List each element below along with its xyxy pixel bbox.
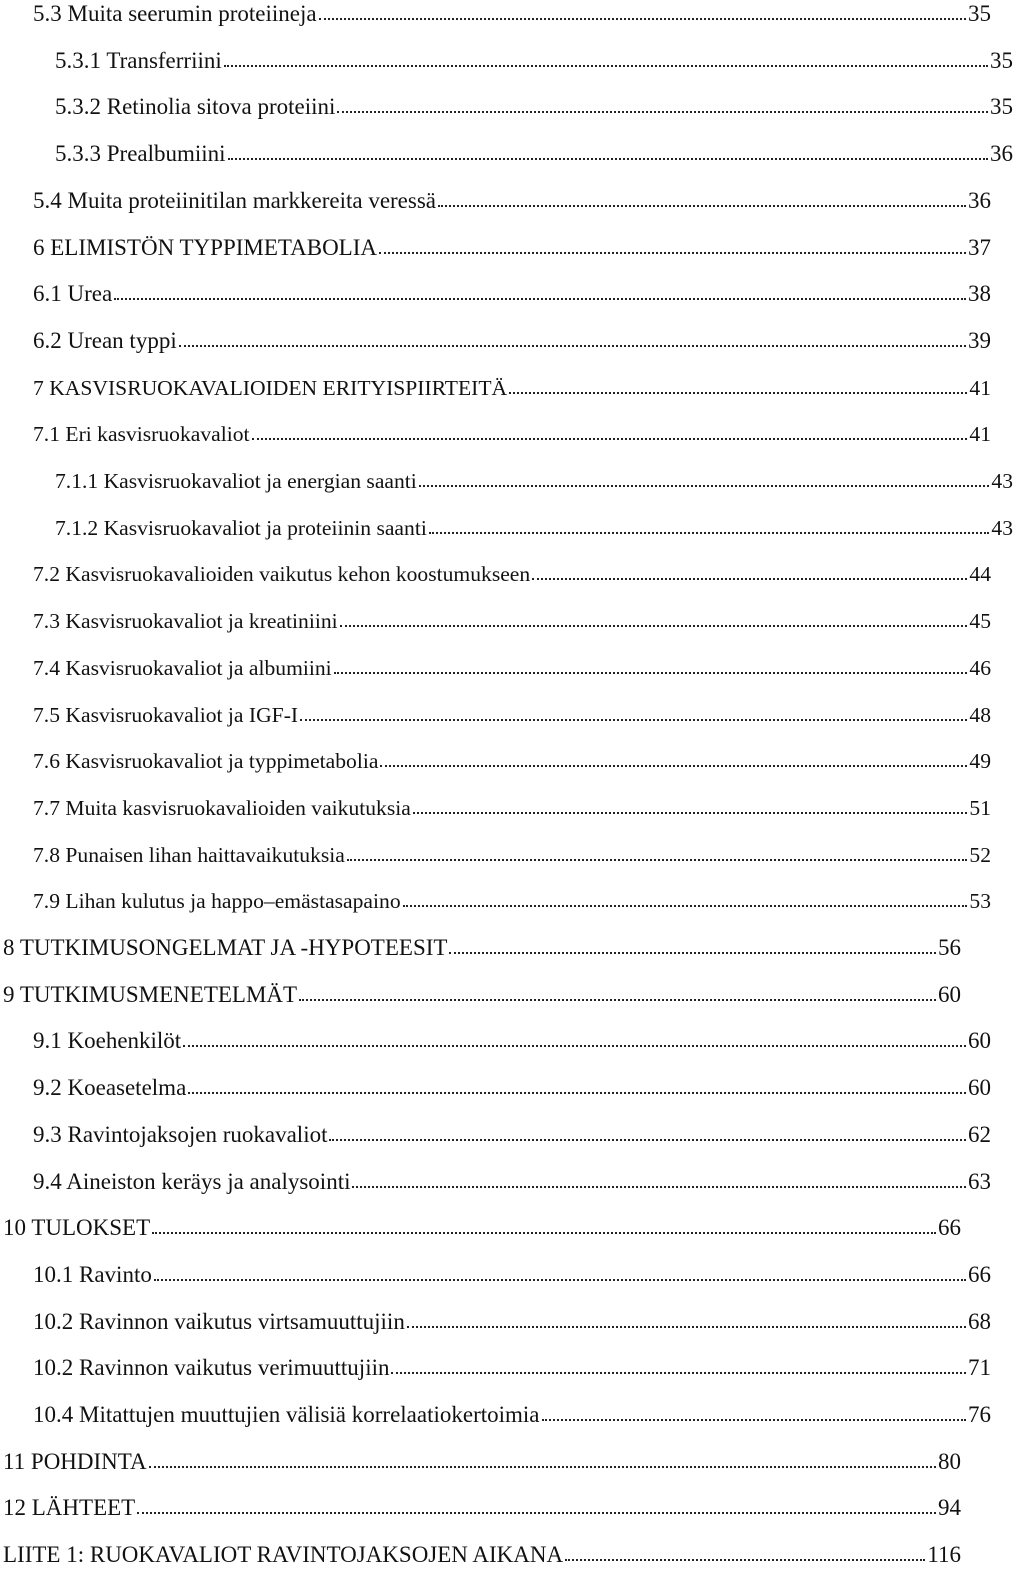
toc-entry-title: 6.2 Urean typpi [33,327,177,353]
toc-entry[interactable] [0,554,991,594]
toc-entry-page-number: 36 [968,187,991,213]
toc-entry-title: 7.1.2 Kasvisruokavaliot ja proteiinin saanti [55,515,427,540]
toc-entry-title: 5.3.3 Prealbumiini [55,141,226,167]
toc-entry[interactable] [0,1255,991,1295]
toc-entry[interactable] [0,0,991,34]
toc-entry-title: 9.2 Koeasetelma [33,1075,187,1101]
toc-dot-leader [224,64,988,67]
toc-entry-page-number: 35 [968,1,991,26]
toc-entry[interactable] [0,1535,961,1575]
toc-entry-title: 5.3.1 Transferriini [55,47,222,73]
toc-entry-page-number: 68 [968,1308,991,1334]
toc-entry-page-number: 45 [969,609,991,634]
toc-entry-page-number: 43 [991,469,1013,493]
toc-entry-title: 9.3 Ravintojaksojen ruokavaliot [33,1121,328,1147]
toc-dot-leader [509,391,967,394]
toc-entry[interactable] [0,1442,961,1482]
toc-entry[interactable] [0,134,1013,174]
toc-dot-leader [532,577,967,580]
toc-entry-page-number: 94 [938,1495,961,1521]
toc-entry[interactable] [0,741,991,781]
toc-entry[interactable] [0,181,991,221]
toc-entry-page-number: 66 [938,1215,961,1241]
toc-entry-title: 7.7 Muita kasvisruokavalioiden vaikutuksia [33,795,411,820]
toc-entry-page-number: 52 [969,842,991,867]
toc-entry-page-number: 62 [968,1121,991,1147]
toc-entry-page-number: 60 [968,1075,991,1101]
toc-dot-leader [391,1371,966,1374]
toc-entry-title: 7.6 Kasvisruokavaliot ja typpimetabolia [33,749,379,774]
toc-entry-title: 7.2 Kasvisruokavalioiden vaikutus kehon koostumukseen [33,562,531,587]
toc-entry[interactable] [0,228,991,268]
toc-entry-title: 10.2 Ravinnon vaikutus verimuuttujiin [33,1355,390,1381]
toc-entry[interactable] [0,695,991,735]
toc-entry[interactable] [0,508,1013,548]
toc-entry[interactable] [0,1348,991,1388]
toc-entry-title: 9 TUTKIMUSMENETELMÄT [3,981,298,1007]
toc-entry-page-number: 44 [969,562,991,587]
toc-entry-title: 10.2 Ravinnon vaikutus virtsamuuttujiin [33,1308,405,1334]
toc-entry-title: 10.4 Mitattujen muuttujien välisiä korrelaatiokertoimia [33,1402,540,1427]
toc-entry-page-number: 41 [969,375,991,400]
toc-entry[interactable] [0,1115,991,1155]
toc-entry-title: 9.4 Aineiston keräys ja analysointi [33,1168,351,1194]
toc-entry-page-number: 49 [969,749,991,774]
toc-entry-page-number: 39 [968,327,991,353]
toc-entry[interactable] [0,881,991,921]
toc-entry-page-number: 71 [968,1355,991,1381]
toc-dot-leader [565,1558,925,1561]
toc-entry-page-number: 116 [927,1542,961,1568]
toc-entry[interactable] [0,368,991,408]
toc-entry-page-number: 51 [969,795,991,820]
toc-dot-leader [299,998,936,1001]
toc-entry-title: 8 TUTKIMUSONGELMAT JA -HYPOTEESIT [3,935,448,960]
toc-dot-leader [542,1418,966,1421]
toc-entry-page-number: 35 [990,94,1013,120]
toc-dot-leader [413,811,968,814]
toc-entry-title: 7.8 Punaisen lihan haittavaikutuksia [33,842,345,867]
toc-entry-page-number: 80 [938,1448,961,1474]
toc-entry-page-number: 36 [990,141,1013,167]
toc-entry[interactable] [0,321,991,361]
toc-entry-page-number: 37 [968,234,991,260]
toc-entry[interactable] [0,648,991,688]
toc-entry[interactable] [0,1068,991,1108]
toc-entry[interactable] [0,1162,991,1202]
toc-entry[interactable] [0,1488,961,1528]
toc-dot-leader [379,251,966,254]
toc-entry-page-number: 60 [938,981,961,1007]
toc-entry-title: 10 TULOKSET [3,1215,151,1241]
toc-entry[interactable] [0,87,1013,127]
toc-entry-title: 9.1 Koehenkilöt [33,1028,182,1054]
toc-entry[interactable] [0,835,991,875]
toc-dot-leader [137,1511,936,1514]
toc-entry[interactable] [0,975,961,1015]
toc-entry-page-number: 56 [938,935,961,960]
toc-entry[interactable] [0,1302,991,1342]
toc-entry-title: 7.1.1 Kasvisruokavaliot ja energian saanti [55,469,417,493]
toc-entry-title: 11 POHDINTA [3,1448,147,1474]
toc-entry-page-number: 53 [969,889,991,914]
toc-dot-leader [347,858,968,861]
toc-entry-page-number: 60 [968,1028,991,1054]
toc-entry-title: 12 LÄHTEET [3,1495,136,1521]
toc-dot-leader [337,110,988,113]
toc-dot-leader [188,1091,966,1094]
toc-entry-title: 5.4 Muita proteiinitilan markkereita veressä [33,187,437,213]
toc-dot-leader [449,951,936,954]
toc-dot-leader [429,531,990,534]
toc-entry-page-number: 35 [990,47,1013,73]
toc-dot-leader [114,297,966,300]
toc-entry[interactable] [0,461,1013,501]
toc-dot-leader [329,1138,966,1141]
toc-entry-title: 7 KASVISRUOKAVALIOIDEN ERITYISPIIRTEITÄ [33,375,508,400]
toc-entry-page-number: 46 [969,655,991,680]
toc-dot-leader [252,437,968,440]
toc-entry-page-number: 66 [968,1261,991,1287]
toc-entry[interactable] [0,274,991,314]
toc-entry-title: 5.3.2 Retinolia sitova proteiini [55,94,336,120]
toc-entry-page-number: 48 [969,702,991,727]
toc-dot-leader [319,17,966,20]
toc-entry-title: 10.1 Ravinto [33,1261,152,1287]
toc-dot-leader [340,624,968,627]
toc-dot-leader [352,1185,966,1188]
toc-entry-page-number: 76 [968,1402,991,1427]
toc-dot-leader [154,1278,966,1281]
toc-entry-title: 7.3 Kasvisruokavaliot ja kreatiniini [33,609,338,634]
toc-entry-title: 6 ELIMISTÖN TYPPIMETABOLIA [33,234,378,260]
toc-entry[interactable] [0,928,961,968]
toc-entry[interactable] [0,1395,991,1435]
toc-entry[interactable] [0,788,991,828]
toc-dot-leader [179,344,966,347]
toc-dot-leader [334,671,968,674]
toc-dot-leader [407,1325,966,1328]
toc-entry-page-number: 63 [968,1168,991,1194]
toc-dot-leader [403,904,968,907]
toc-entry-page-number: 41 [969,422,991,447]
toc-dot-leader [380,764,967,767]
toc-dot-leader [228,157,988,160]
toc-entry-title: 7.5 Kasvisruokavaliot ja IGF-I [33,702,299,727]
toc-entry-title: 7.9 Lihan kulutus ja happo–emästasapaino [33,889,401,914]
toc-entry-page-number: 43 [991,515,1013,540]
toc-entry-title: 7.1 Eri kasvisruokavaliot [33,422,250,447]
toc-entry[interactable] [0,601,991,641]
toc-entry-title: 5.3 Muita seerumin proteiineja [33,1,317,26]
toc-dot-leader [300,718,967,721]
toc-dot-leader [419,484,990,487]
toc-entry[interactable] [0,41,1013,81]
toc-entry-title: 6.1 Urea [33,281,113,307]
toc-entry-page-number: 38 [968,281,991,307]
toc-dot-leader [438,204,966,207]
toc-entry-title: 7.4 Kasvisruokavaliot ja albumiini [33,655,332,680]
toc-dot-leader [149,1465,936,1468]
toc-dot-leader [152,1231,936,1234]
toc-entry[interactable] [0,414,991,454]
toc-entry[interactable] [0,1021,991,1061]
toc-entry[interactable] [0,1208,961,1248]
toc-dot-leader [183,1044,966,1047]
toc-entry-title: LIITE 1: RUOKAVALIOT RAVINTOJAKSOJEN AIKANA [3,1542,564,1568]
